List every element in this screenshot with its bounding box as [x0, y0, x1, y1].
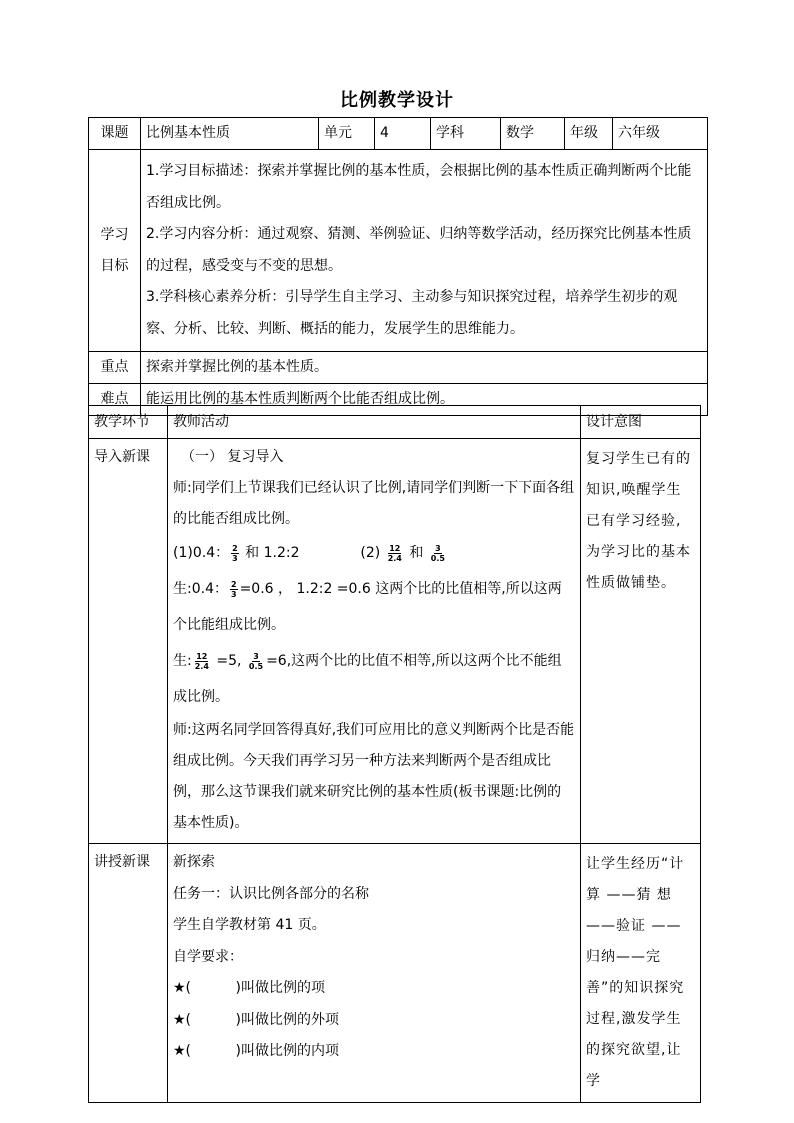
teach-row — [89, 844, 701, 1103]
teach-intent: 让学生经历“计算 ——猜 想——验证 ——归纳——完善”的知识探究过程,激发学生的探究欲望,让学 — [581, 844, 701, 1103]
q1-fraction — [231, 544, 239, 563]
teach-requirements: 自学要求： — [173, 948, 243, 965]
unit-value: 4 — [375, 118, 431, 150]
intro-stage: 导入新课 — [89, 439, 168, 844]
subject-label: 学科 — [431, 118, 501, 150]
q1-fraction-denominator: 3 — [232, 553, 238, 563]
answer-1-fraction — [230, 580, 238, 599]
intro-intent: 复习学生已有的知识,唤醒学生已有学习经验,为学习比的基本性质做铺垫。 — [581, 439, 701, 844]
q2-fraction-2-denominator: 0.5 — [430, 553, 445, 563]
answer-2-fraction-2-numerator: 3 — [253, 651, 259, 661]
teach-activity — [168, 844, 581, 1103]
answer-2-prefix: 生: — [173, 653, 192, 669]
answer-2-fraction-1 — [194, 652, 210, 671]
q2-fraction-1 — [387, 544, 403, 563]
goals-row — [89, 150, 708, 352]
teach-task-one: 任务一：认识比例各部分的名称 — [173, 885, 369, 902]
goal-literacy-analysis: 3.学科核心素养分析：引导学生自主学习、主动参与知识探究过程，培养学生初步的观察、分析、比较、判断、概括的能力，发展学生的思维能力。 — [146, 289, 678, 337]
goals-label-line1: 学习 — [100, 226, 129, 243]
requirement-inner-terms: ★( )叫做比例的内项 — [173, 1043, 339, 1059]
q2-prefix: (2) — [360, 545, 381, 561]
q1-suffix: 和 1.2:2 — [245, 545, 300, 561]
lesson-label: 课题 — [89, 118, 141, 150]
intro-activity — [168, 439, 581, 844]
teach-new-explore: 新探索 — [173, 854, 215, 870]
q2-fraction-1-numerator: 12 — [389, 543, 401, 553]
q1-fraction-numerator: 2 — [232, 543, 238, 553]
goals-label-line2: 目标 — [100, 257, 129, 274]
key-point-row — [89, 352, 708, 384]
teach-self-study: 学生自学教材第 41 页。 — [173, 917, 326, 933]
key-point-label: 重点 — [89, 352, 141, 384]
intro-heading: （一） 复习导入 — [181, 449, 284, 465]
requirement-outer-terms: ★( )叫做比例的外项 — [173, 1011, 339, 1028]
answer-2-mid: =5, — [216, 653, 242, 669]
intro-exercises — [173, 535, 575, 571]
goals-label — [89, 150, 141, 352]
intro-row — [89, 439, 701, 844]
answer-2-fraction-2 — [248, 652, 264, 671]
document-title: 比例教学设计 — [340, 90, 454, 111]
answer-1-prefix: 生:0.4： — [173, 581, 228, 597]
difficulty-label: 难点 — [89, 384, 141, 416]
q2-fraction-2 — [430, 544, 446, 563]
q2-fraction-1-denominator: 2.4 — [387, 553, 402, 563]
answer-2-fraction-2-denominator: 0.5 — [248, 661, 264, 671]
teaching-process-table — [88, 405, 701, 1103]
answer-2-fraction-1-denominator: 2.4 — [194, 661, 209, 671]
stage-header: 教学环节 — [89, 406, 168, 439]
answer-1 — [173, 571, 575, 643]
intro-teacher-summary: 师:这两名同学回答得真好,我们可应用比的意义判断两个比是否能组成比例。今天我们再学习另一种方法来判断两个是否组成比例，那么这节课我们就来研究比例的基本性质(板书课题:比例的基本性质)。 — [173, 722, 575, 831]
teach-stage: 讲授新课 — [89, 844, 168, 1103]
process-header-row — [89, 406, 701, 439]
answer-2-fraction-1-numerator: 12 — [196, 651, 208, 661]
q1-prefix: (1)0.4： — [173, 545, 230, 561]
unit-label: 单元 — [319, 118, 375, 150]
answer-1-suffix: =0.6 ， 1.2:2 =0.6 这两个比的比值相等,所以这两个比能组成比例。 — [173, 581, 562, 633]
q2-fraction-2-numerator: 3 — [435, 543, 441, 553]
difficulty-text: 能运用比例的基本性质判断两个比能否组成比例。 — [141, 384, 708, 416]
goal-content-analysis: 2.学习内容分析：通过观察、猜测、举例验证、归纳等数学活动，经历探究比例基本性质的过程，感受变与不变的思想。 — [146, 226, 692, 274]
goals-content — [141, 150, 708, 352]
activity-header: 教师活动 — [168, 406, 581, 439]
answer-2-suffix: =6,这两个比的比值不相等,所以这两个比不能组成比例。 — [173, 653, 562, 705]
lesson-info-row — [89, 118, 708, 150]
lesson-info-table — [88, 117, 708, 416]
grade-label: 年级 — [565, 118, 613, 150]
q2-and: 和 — [409, 545, 424, 561]
grade-value: 六年级 — [613, 118, 708, 150]
subject-value: 数学 — [501, 118, 565, 150]
goal-description: 1.学习目标描述：探索并掌握比例的基本性质，会根据比例的基本性质正确判断两个比能否组成比例。 — [146, 163, 692, 211]
answer-1-fraction-denominator: 3 — [230, 589, 237, 599]
requirement-terms: ★( )叫做比例的项 — [173, 980, 325, 996]
answer-1-fraction-numerator: 2 — [230, 579, 237, 589]
answer-2 — [173, 643, 575, 715]
intent-header: 设计意图 — [581, 406, 701, 439]
intro-teacher-question: 师:同学们上节课我们已经认识了比例,请同学们判断一下下面各组的比能否组成比例。 — [173, 480, 575, 527]
key-point-text: 探索并掌握比例的基本性质。 — [141, 352, 708, 384]
lesson-value: 比例基本性质 — [141, 118, 319, 150]
